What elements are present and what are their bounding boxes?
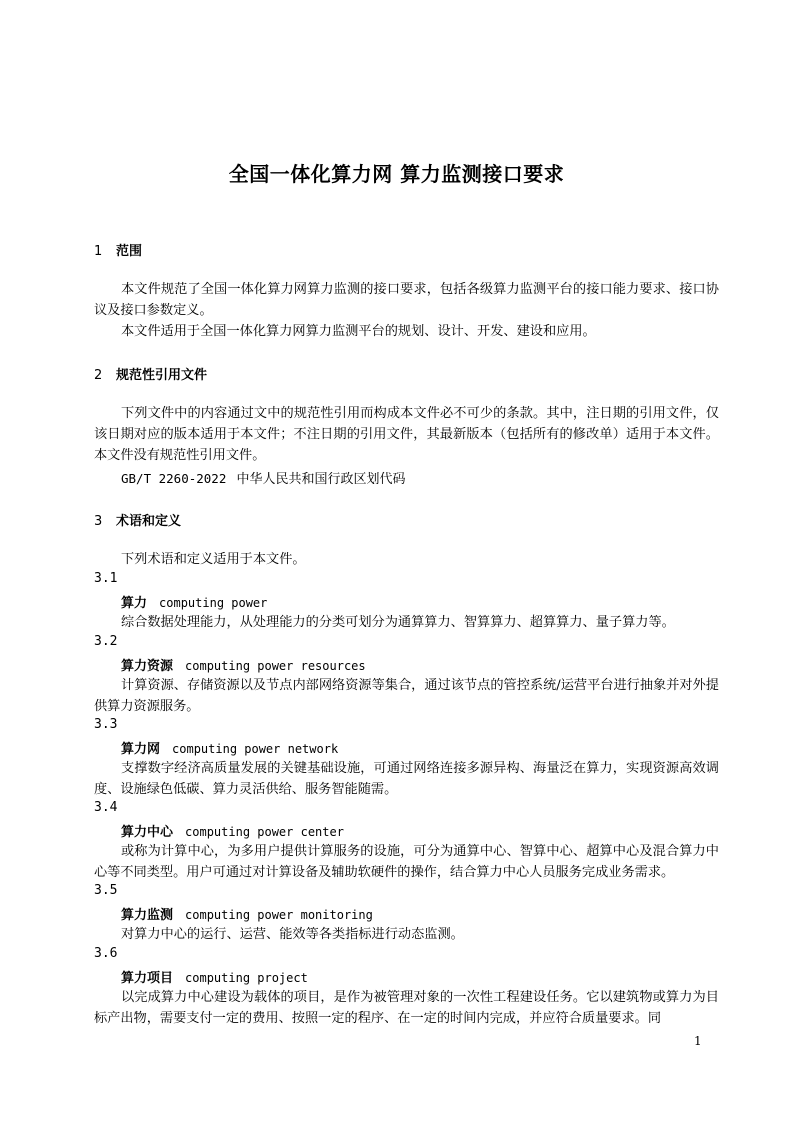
term-definition: 计算资源、存储资源以及节点内部网络资源等集合，通过该节点的管控系统/运营平台进行抽象并对外提供算力资源服务。 — [94, 678, 719, 714]
term-en: computing power monitoring — [185, 908, 373, 922]
paragraph-scope-1: 本文件规范了全国一体化算力网算力监测的接口要求，包括各级算力监测平台的接口能力要求、接口协议及接口参数定义。 — [94, 282, 719, 318]
reference-entry — [121, 468, 406, 487]
term-definition: 或称为计算中心，为多用户提供计算服务的设施，可分为通算中心、智算中心、超算中心及混合算力中心等不同类型。用户可通过对计算设备及辅助软硬件的操作，结合算力中心人员服务完成业务需求。 — [94, 844, 719, 880]
term-heading — [121, 738, 338, 757]
document-title: 全国一体化算力网 算力监测接口要求 — [228, 162, 565, 186]
paragraph-normative-1: 下列文件中的内容通过文中的规范性引用而构成本文件必不可少的条款。其中，注日期的引用文件，仅该日期对应的版本适用于本文件；不注日期的引用文件，其最新版本（包括所有的修改单）适用于本文件。本文件没有规范性引用文件。 — [94, 406, 719, 463]
term-zh: 算力监测 — [121, 908, 174, 923]
term-en: computing project — [185, 971, 308, 985]
term-definition: 以完成算力中心建设为载体的项目，是作为被管理对象的一次性工程建设任务。它以建筑物或算力为目标产出物，需要支付一定的费用、按照一定的程序、在一定的时间内完成，并应符合质量要求。同 — [94, 990, 719, 1026]
section-title: 规范性引用文件 — [116, 368, 208, 383]
term-heading — [121, 904, 373, 923]
term-en: computing power — [159, 596, 268, 610]
clause-number: 3.4 — [94, 800, 118, 815]
section-heading-terms — [94, 510, 181, 529]
clause-number: 3.5 — [94, 883, 118, 898]
section-number: 1 — [94, 244, 103, 259]
section-number: 3 — [94, 514, 103, 529]
term-zh: 算力中心 — [121, 825, 174, 840]
term-definition: 对算力中心的运行、运营、能效等各类指标进行动态监测。 — [121, 927, 464, 942]
reference-name: 中华人民共和国行政区划代码 — [236, 472, 406, 487]
section-title: 术语和定义 — [116, 514, 182, 529]
term-heading — [121, 655, 366, 674]
clause-number: 3.1 — [94, 571, 118, 586]
term-zh: 算力 — [121, 596, 148, 611]
term-zh: 算力项目 — [121, 971, 174, 986]
term-heading — [121, 967, 308, 986]
term-definition: 综合数据处理能力，从处理能力的分类可划分为通算算力、智算算力、超算算力、量子算力等。 — [121, 615, 675, 630]
clause-number: 3.3 — [94, 717, 118, 732]
reference-code: GB/T 2260-2022 — [121, 471, 227, 486]
term-zh: 算力资源 — [121, 659, 174, 674]
section-title: 范围 — [116, 244, 143, 259]
term-en: computing power center — [185, 825, 344, 839]
term-heading — [121, 821, 344, 840]
term-en: computing power network — [172, 742, 339, 756]
clause-number: 3.6 — [94, 946, 118, 961]
paragraph-scope-2: 本文件适用于全国一体化算力网算力监测平台的规划、设计、开发、建设和应用。 — [121, 324, 596, 339]
page-number: 1 — [694, 1034, 702, 1048]
term-definition: 支撑数字经济高质量发展的关键基础设施，可通过网络连接多源异构、海量泛在算力，实现资源高效调度、设施绿色低碳、算力灵活供给、服务智能随需。 — [94, 761, 719, 797]
clause-number: 3.2 — [94, 634, 118, 649]
term-heading — [121, 592, 267, 611]
paragraph-terms-intro: 下列术语和定义适用于本文件。 — [121, 552, 306, 567]
term-en: computing power resources — [185, 659, 366, 673]
section-heading-scope — [94, 240, 142, 259]
term-zh: 算力网 — [121, 742, 161, 757]
section-heading-normative-references — [94, 364, 207, 383]
section-number: 2 — [94, 368, 103, 383]
